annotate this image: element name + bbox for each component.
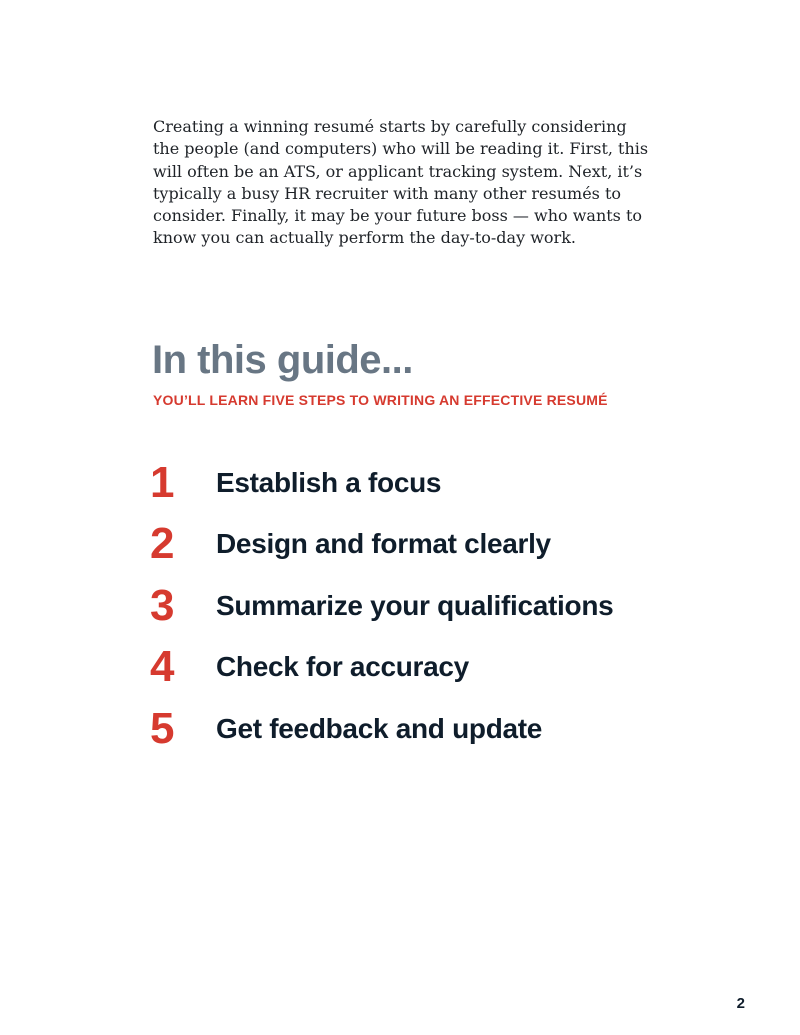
guide-title: In this guide... xyxy=(152,338,413,382)
step-item-3 xyxy=(150,575,613,637)
step-label: Design and format clearly xyxy=(216,528,551,560)
step-label: Summarize your qualifications xyxy=(216,589,614,621)
step-number: 2 xyxy=(150,519,175,569)
step-item-5 xyxy=(150,698,613,760)
step-item-4 xyxy=(150,637,613,699)
steps-list xyxy=(150,452,613,760)
step-label: Get feedback and update xyxy=(216,712,543,744)
step-number: 3 xyxy=(150,580,175,630)
step-number: 1 xyxy=(150,457,175,507)
intro-paragraph: Creating a winning resumé starts by carefully considering the people (and computers) who will be reading it. First, this will often be an ATS, or applicant tracking system. Next, it’s typically a busy HR recruiter with many other resumés to consider. Finally, it may be your future boss — who wants to know you can actually perform the day-to-day work. xyxy=(153,117,649,248)
step-number: 5 xyxy=(150,703,175,753)
step-item-1 xyxy=(150,452,613,514)
step-label: Check for accuracy xyxy=(216,651,469,683)
step-label: Establish a focus xyxy=(216,466,442,498)
page-number: 2 xyxy=(736,995,745,1012)
step-number: 4 xyxy=(150,642,175,692)
guide-subtitle: YOU’LL LEARN FIVE STEPS TO WRITING AN EFFECTIVE RESUMÉ xyxy=(153,392,608,408)
step-item-2 xyxy=(150,514,613,576)
